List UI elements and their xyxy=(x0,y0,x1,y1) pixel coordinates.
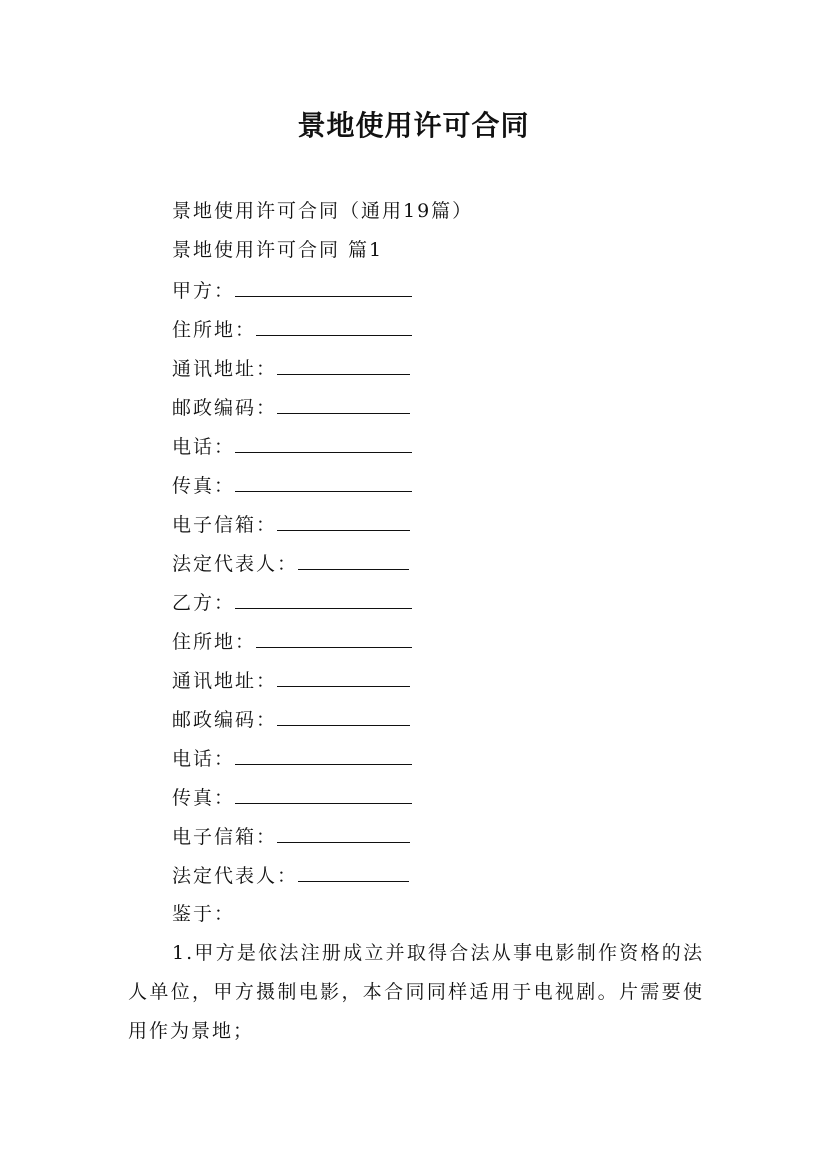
field-label: 传真： xyxy=(172,475,236,497)
fill-in-blank xyxy=(235,590,412,609)
party-a-fax-field xyxy=(172,473,412,498)
fill-in-blank xyxy=(277,395,410,414)
party-a-mailing-address-field xyxy=(172,356,410,381)
field-label: 传真： xyxy=(172,787,236,809)
party-a-postcode-field xyxy=(172,395,410,420)
party-b-postcode-field xyxy=(172,707,410,732)
field-label: 邮政编码： xyxy=(172,397,278,419)
fill-in-blank xyxy=(277,668,410,687)
party-b-field xyxy=(172,590,412,615)
field-label: 电子信箱： xyxy=(172,826,278,848)
document-title: 景地使用许可合同 xyxy=(297,109,530,142)
field-label: 通讯地址： xyxy=(172,670,278,692)
party-b-phone-field xyxy=(172,746,412,771)
fill-in-blank xyxy=(298,863,409,882)
party-b-address-field xyxy=(172,629,412,654)
fill-in-blank xyxy=(256,317,412,336)
fill-in-blank xyxy=(235,785,412,804)
party-a-legal-rep-field xyxy=(172,551,409,576)
fill-in-blank xyxy=(277,356,410,375)
whereas-heading: 鉴于： xyxy=(172,903,236,925)
party-b-fax-field xyxy=(172,785,412,810)
whereas-paragraph-1: 1.甲方是依法注册成立并取得合法从事电影制作资格的法人单位，甲方摄制电影，本合同同样适用于电视剧。片需要使用作为景地； xyxy=(128,942,704,1042)
field-label: 住所地： xyxy=(172,319,257,341)
fill-in-blank xyxy=(277,512,410,531)
party-b-legal-rep-field xyxy=(172,863,409,888)
party-a-address-field xyxy=(172,317,412,342)
field-label: 法定代表人： xyxy=(172,553,299,575)
field-label: 电话： xyxy=(172,436,236,458)
party-b-mailing-address-field xyxy=(172,668,410,693)
fill-in-blank xyxy=(235,746,412,765)
field-label: 通讯地址： xyxy=(172,358,278,380)
fill-in-blank xyxy=(235,434,412,453)
fill-in-blank xyxy=(235,278,412,297)
party-a-email-field xyxy=(172,512,410,537)
field-label: 法定代表人： xyxy=(172,865,299,887)
fill-in-blank xyxy=(235,473,412,492)
fill-in-blank xyxy=(277,707,410,726)
field-label: 甲方： xyxy=(172,280,236,302)
field-label: 住所地： xyxy=(172,631,257,653)
party-a-phone-field xyxy=(172,434,412,459)
field-label: 乙方： xyxy=(172,592,236,614)
field-label: 邮政编码： xyxy=(172,709,278,731)
section-heading: 景地使用许可合同 篇1 xyxy=(172,239,384,261)
field-label: 电子信箱： xyxy=(172,514,278,536)
fill-in-blank xyxy=(277,824,410,843)
fill-in-blank xyxy=(256,629,412,648)
party-b-email-field xyxy=(172,824,410,849)
party-a-field xyxy=(172,278,412,303)
field-label: 电话： xyxy=(172,748,236,770)
fill-in-blank xyxy=(298,551,409,570)
document-subtitle: 景地使用许可合同（通用19篇） xyxy=(172,200,474,222)
